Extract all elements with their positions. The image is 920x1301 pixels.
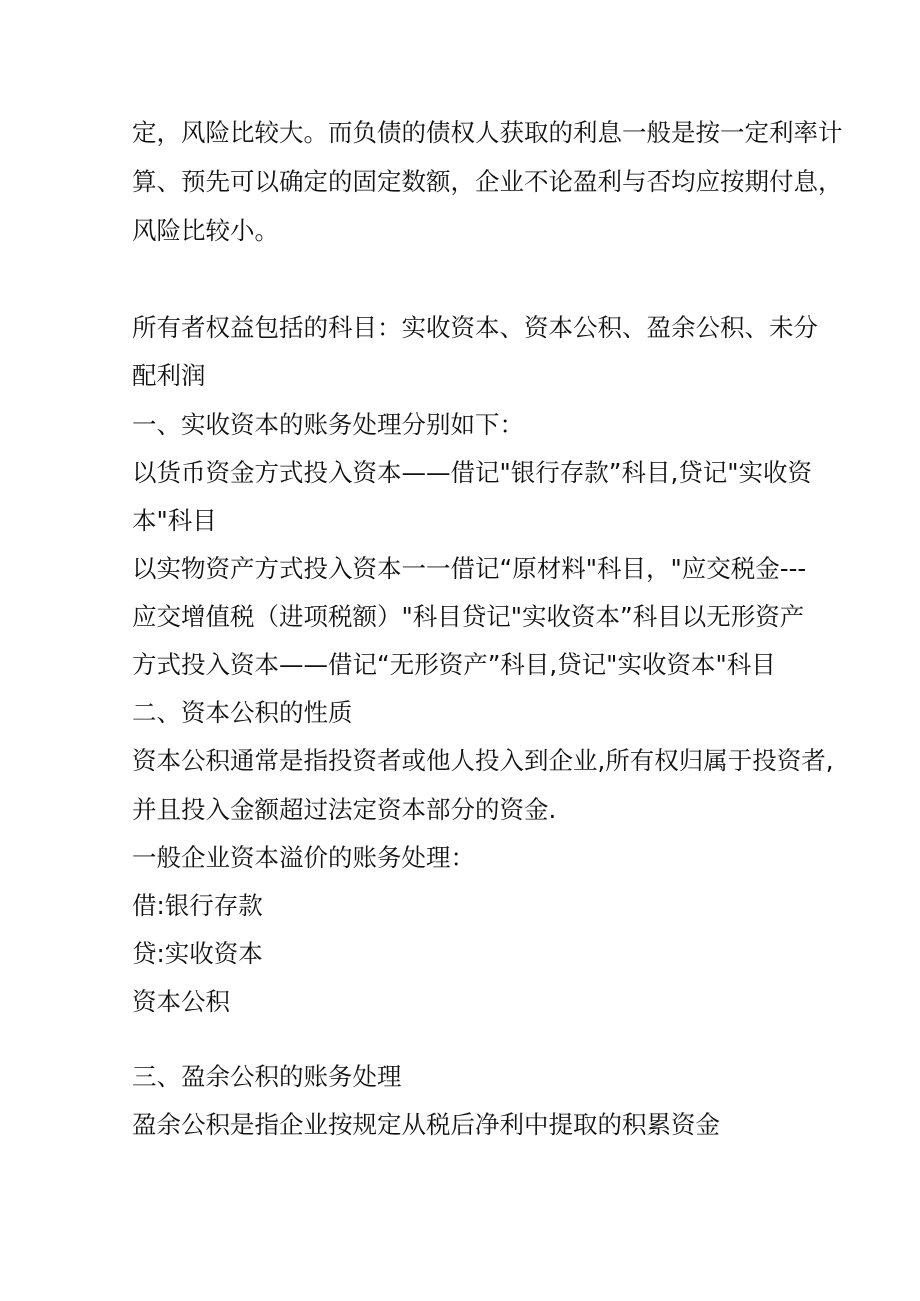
paragraph-line: 本"科目: [132, 506, 217, 535]
paragraph-line: 一般企业资本溢价的账务处理：: [132, 843, 475, 872]
journal-entry-line: 借:银行存款: [132, 891, 263, 920]
paragraph-line: 所有者权益包括的科目：实收资本、资本公积、盈余公积、未分: [132, 313, 818, 342]
paragraph-line: 以实物资产方式投入资本一一借记“原材料"科目，"应交税金---: [132, 554, 807, 583]
paragraph-line: 以货币资金方式投入资本——借记"银行存款”科目,贷记"实收资: [132, 458, 813, 487]
paragraph-line: 并且投入金额超过法定资本部分的资金.: [132, 795, 557, 824]
paragraph-line: 盈余公积是指企业按规定从税后净利中提取的积累资金: [132, 1110, 720, 1139]
paragraph-line: 方式投入资本——借记“无形资产”科目,贷记"实收资本"科目: [132, 650, 776, 679]
paragraph-line: 定，风险比较大。而负债的债权人获取的利息一般是按一定利率计: [132, 118, 843, 147]
section-heading: 一、实收资本的账务处理分别如下：: [132, 410, 524, 439]
section-heading: 二、资本公积的性质: [132, 698, 353, 727]
journal-entry-line: 资本公积: [132, 987, 230, 1016]
paragraph-line: 资本公积通常是指投资者或他人投入到企业,所有权归属于投资者,: [132, 746, 834, 775]
paragraph-line: 算、预先可以确定的固定数额，企业不论盈利与否均应按期付息，: [132, 167, 843, 196]
paragraph-line: 配利润: [132, 361, 206, 390]
paragraph-line: 风险比较小。: [132, 216, 279, 245]
section-heading: 三、盈余公积的账务处理: [132, 1062, 402, 1091]
journal-entry-line: 贷:实收资本: [132, 939, 263, 968]
paragraph-line: 应交增值税（进项税额）"科目贷记"实收资本”科目以无形资产: [132, 602, 805, 631]
